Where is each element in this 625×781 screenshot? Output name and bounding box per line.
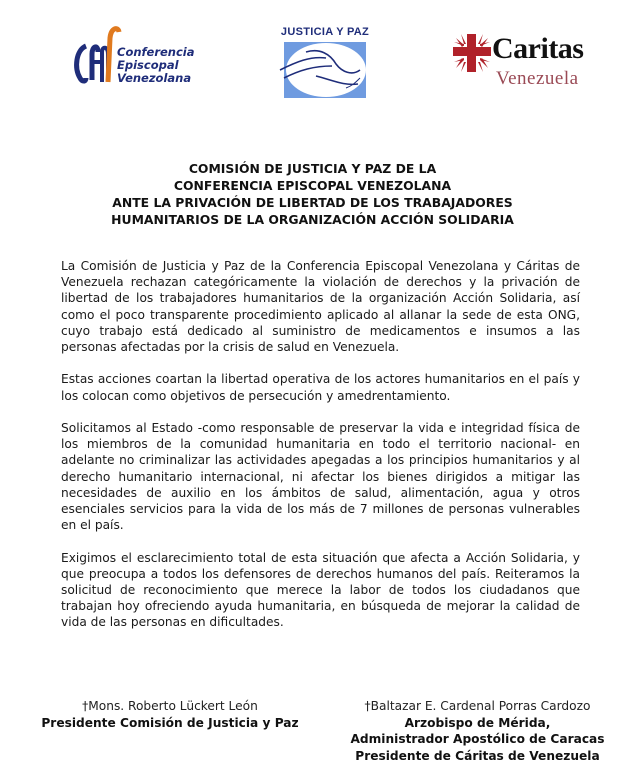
paragraph-2: Estas acciones coartan la libertad operativa de los actores humanitarios en el país y los colocan como objetivos de persecución y amedrentamiento. xyxy=(61,372,580,403)
justicia-y-paz-title: JUSTICIA Y PAZ xyxy=(280,26,370,38)
paragraph-3: Solicitamos al Estado -como responsable de preservar la vida e integridad física de los miembros de la comunidad humanitaria en todo el territorio nacional- en adelante no criminalizar las actividades apegadas a los principios humanitarios y al derecho humanitario internacional, ni afectar los bienes dirigidos a mitigar las necesidades de auxilio en los ámbitos de salud, alimentación, agua y otros esenciales servicios para la vida de los más de 7 millones de personas vulnerables en el país. xyxy=(61,421,580,533)
caritas-name: Caritas xyxy=(492,32,584,65)
signature-right xyxy=(330,698,625,764)
dove-icon xyxy=(276,40,374,102)
title-line: COMISIÓN DE JUSTICIA Y PAZ DE LA xyxy=(188,161,437,176)
document-body xyxy=(61,258,580,647)
signatory-role: Administrador Apostólico de Caracas xyxy=(350,732,605,746)
paragraph-4: Exigimos el esclarecimiento total de esta situación que afecta a Acción Solidaria, y que preocupa a todos los defensores de derechos humanos del país. Reiteramos la solicitud de reconocimiento que merece la labor de todos los ciudadanos que trabajan hoy ofreciendo ayuda humanitaria, en búsqueda de mejorar la calidad de vida de las personas en dificultades. xyxy=(61,550,580,630)
signatory-name: †Mons. Roberto Lückert León xyxy=(82,699,258,713)
cev-monogram-icon xyxy=(72,24,122,92)
caritas-subtitle: Venezuela xyxy=(496,68,579,89)
title-line: HUMANITARIOS DE LA ORGANIZACIÓN ACCIÓN SOLIDARIA xyxy=(111,212,514,227)
cev-logo xyxy=(72,24,242,92)
signatory-role: Arzobispo de Mérida, xyxy=(404,715,551,730)
title-line: ANTE LA PRIVACIÓN DE LIBERTAD DE LOS TRABAJADORES xyxy=(112,195,513,210)
justicia-y-paz-logo xyxy=(276,26,374,102)
cev-line-2: Episcopal xyxy=(117,58,179,72)
title-line: CONFERENCIA EPISCOPAL VENEZOLANA xyxy=(173,178,452,193)
signatory-name: †Baltazar E. Cardenal Porras Cardozo xyxy=(364,699,591,713)
cev-line-3: Venezolana xyxy=(117,71,192,85)
paragraph-1: La Comisión de Justicia y Paz de la Conferencia Episcopal Venezolana y Cáritas de Venezuela rechazan categóricamente la violación de derechos y la privación de libertad de los trabajadores humanitarios de la organización Acción Solidaria, así como el poco transparente procedimiento aplicado al allanar la sede de esta ONG, cuyo trabajo está dedicado al suministro de medicamentos e insumos a las personas afectadas por la crisis de salud en Venezuela. xyxy=(61,259,580,355)
cev-line-1: Conferencia xyxy=(117,45,195,59)
document-title xyxy=(0,160,625,228)
caritas-cross-icon xyxy=(452,32,492,74)
signatory-role: Presidente de Cáritas de Venezuela xyxy=(355,748,600,763)
signature-left xyxy=(20,698,320,731)
signatory-role: Presidente Comisión de Justicia y Paz xyxy=(41,715,299,730)
caritas-logo xyxy=(452,30,612,92)
